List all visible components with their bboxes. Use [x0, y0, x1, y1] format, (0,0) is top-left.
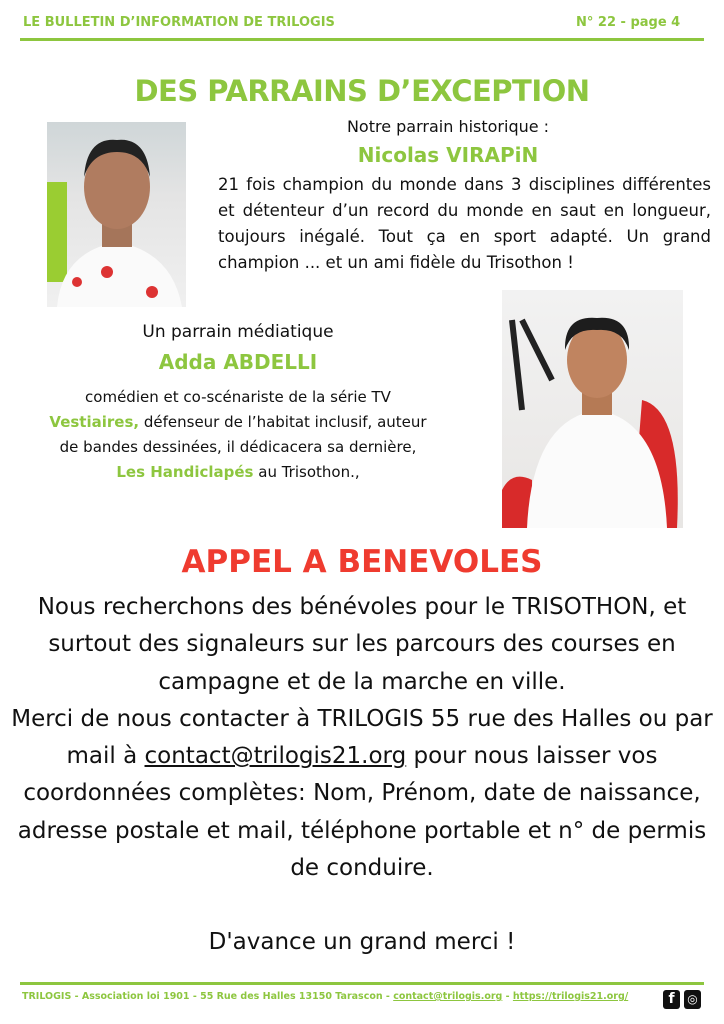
- facebook-icon[interactable]: f: [663, 990, 680, 1009]
- text: Merci de nous contacter à TRILOGIS 55 rue des Halles ou par mail à: [11, 705, 713, 770]
- page-title: DES PARRAINS D’EXCEPTION: [134, 74, 590, 108]
- desc-line: comédien et co-scénariste de la série TV: [85, 388, 391, 406]
- issue-page: N° 22 - page 4: [576, 15, 681, 30]
- parrain2-description: [20, 385, 456, 485]
- parrain1-intro: Notre parrain historique :: [346, 117, 550, 136]
- bulletin-title: LE BULLETIN D’INFORMATION DE TRILOGIS: [23, 15, 335, 30]
- desc-text: au Trisothon.,: [253, 463, 360, 481]
- text: pour nous laisser vos coordonnées complètes: Nom, Prénom, date de naissance, adresse postale et mail, téléphone portable et n° de permis de conduire.: [17, 743, 707, 882]
- desc-line: [20, 460, 456, 485]
- photo-adda-abdelli: [502, 290, 683, 528]
- parrain1-description: 21 fois champion du monde dans 3 disciplines différentes et détenteur d’un record du monde en saut en longueur, toujours inégalé. Tout ça en sport adapté. Un grand champion ... et un ami fidèle du Trisothon !: [218, 175, 711, 272]
- footer-sep: -: [502, 991, 513, 1002]
- header-rule: [20, 38, 704, 41]
- parrain2-name: Adda ABDELLI: [158, 350, 318, 374]
- parrain1-name: Nicolas VIRAPiN: [357, 143, 539, 167]
- appel-paragraph-2: [10, 701, 714, 887]
- appel-title: APPEL A BENEVOLES: [181, 544, 543, 580]
- contact-email-link[interactable]: contact@trilogis21.org: [144, 743, 407, 770]
- footer-rule: [20, 982, 704, 985]
- footer-address: TRILOGIS - Association loi 1901 - 55 Rue des Halles 13150 Tarascon -: [22, 991, 394, 1002]
- photo-nicolas-virapin: [47, 122, 186, 307]
- appel-body: [10, 589, 714, 962]
- footer: [22, 991, 628, 1002]
- footer-email-link[interactable]: contact@trilogis.org: [393, 991, 503, 1002]
- series-name: Vestiaires,: [49, 413, 140, 431]
- appel-paragraph-1: Nous recherchons des bénévoles pour le TRISOTHON, et surtout des signaleurs sur les parcours des courses en campagne et de la marche en ville.: [37, 594, 687, 695]
- desc-line: [20, 410, 456, 435]
- desc-text: défenseur de l’habitat inclusif, auteur: [139, 413, 427, 431]
- appel-thanks: D'avance un grand merci !: [208, 929, 516, 956]
- book-title: Les Handiclapés: [116, 463, 254, 481]
- desc-line: de bandes dessinées, il dédicacera sa dernière,: [59, 438, 417, 456]
- parrain2-intro: Un parrain médiatique: [142, 322, 334, 342]
- instagram-icon[interactable]: ◎: [684, 990, 701, 1009]
- footer-website-link[interactable]: https://trilogis21.org/: [512, 991, 629, 1002]
